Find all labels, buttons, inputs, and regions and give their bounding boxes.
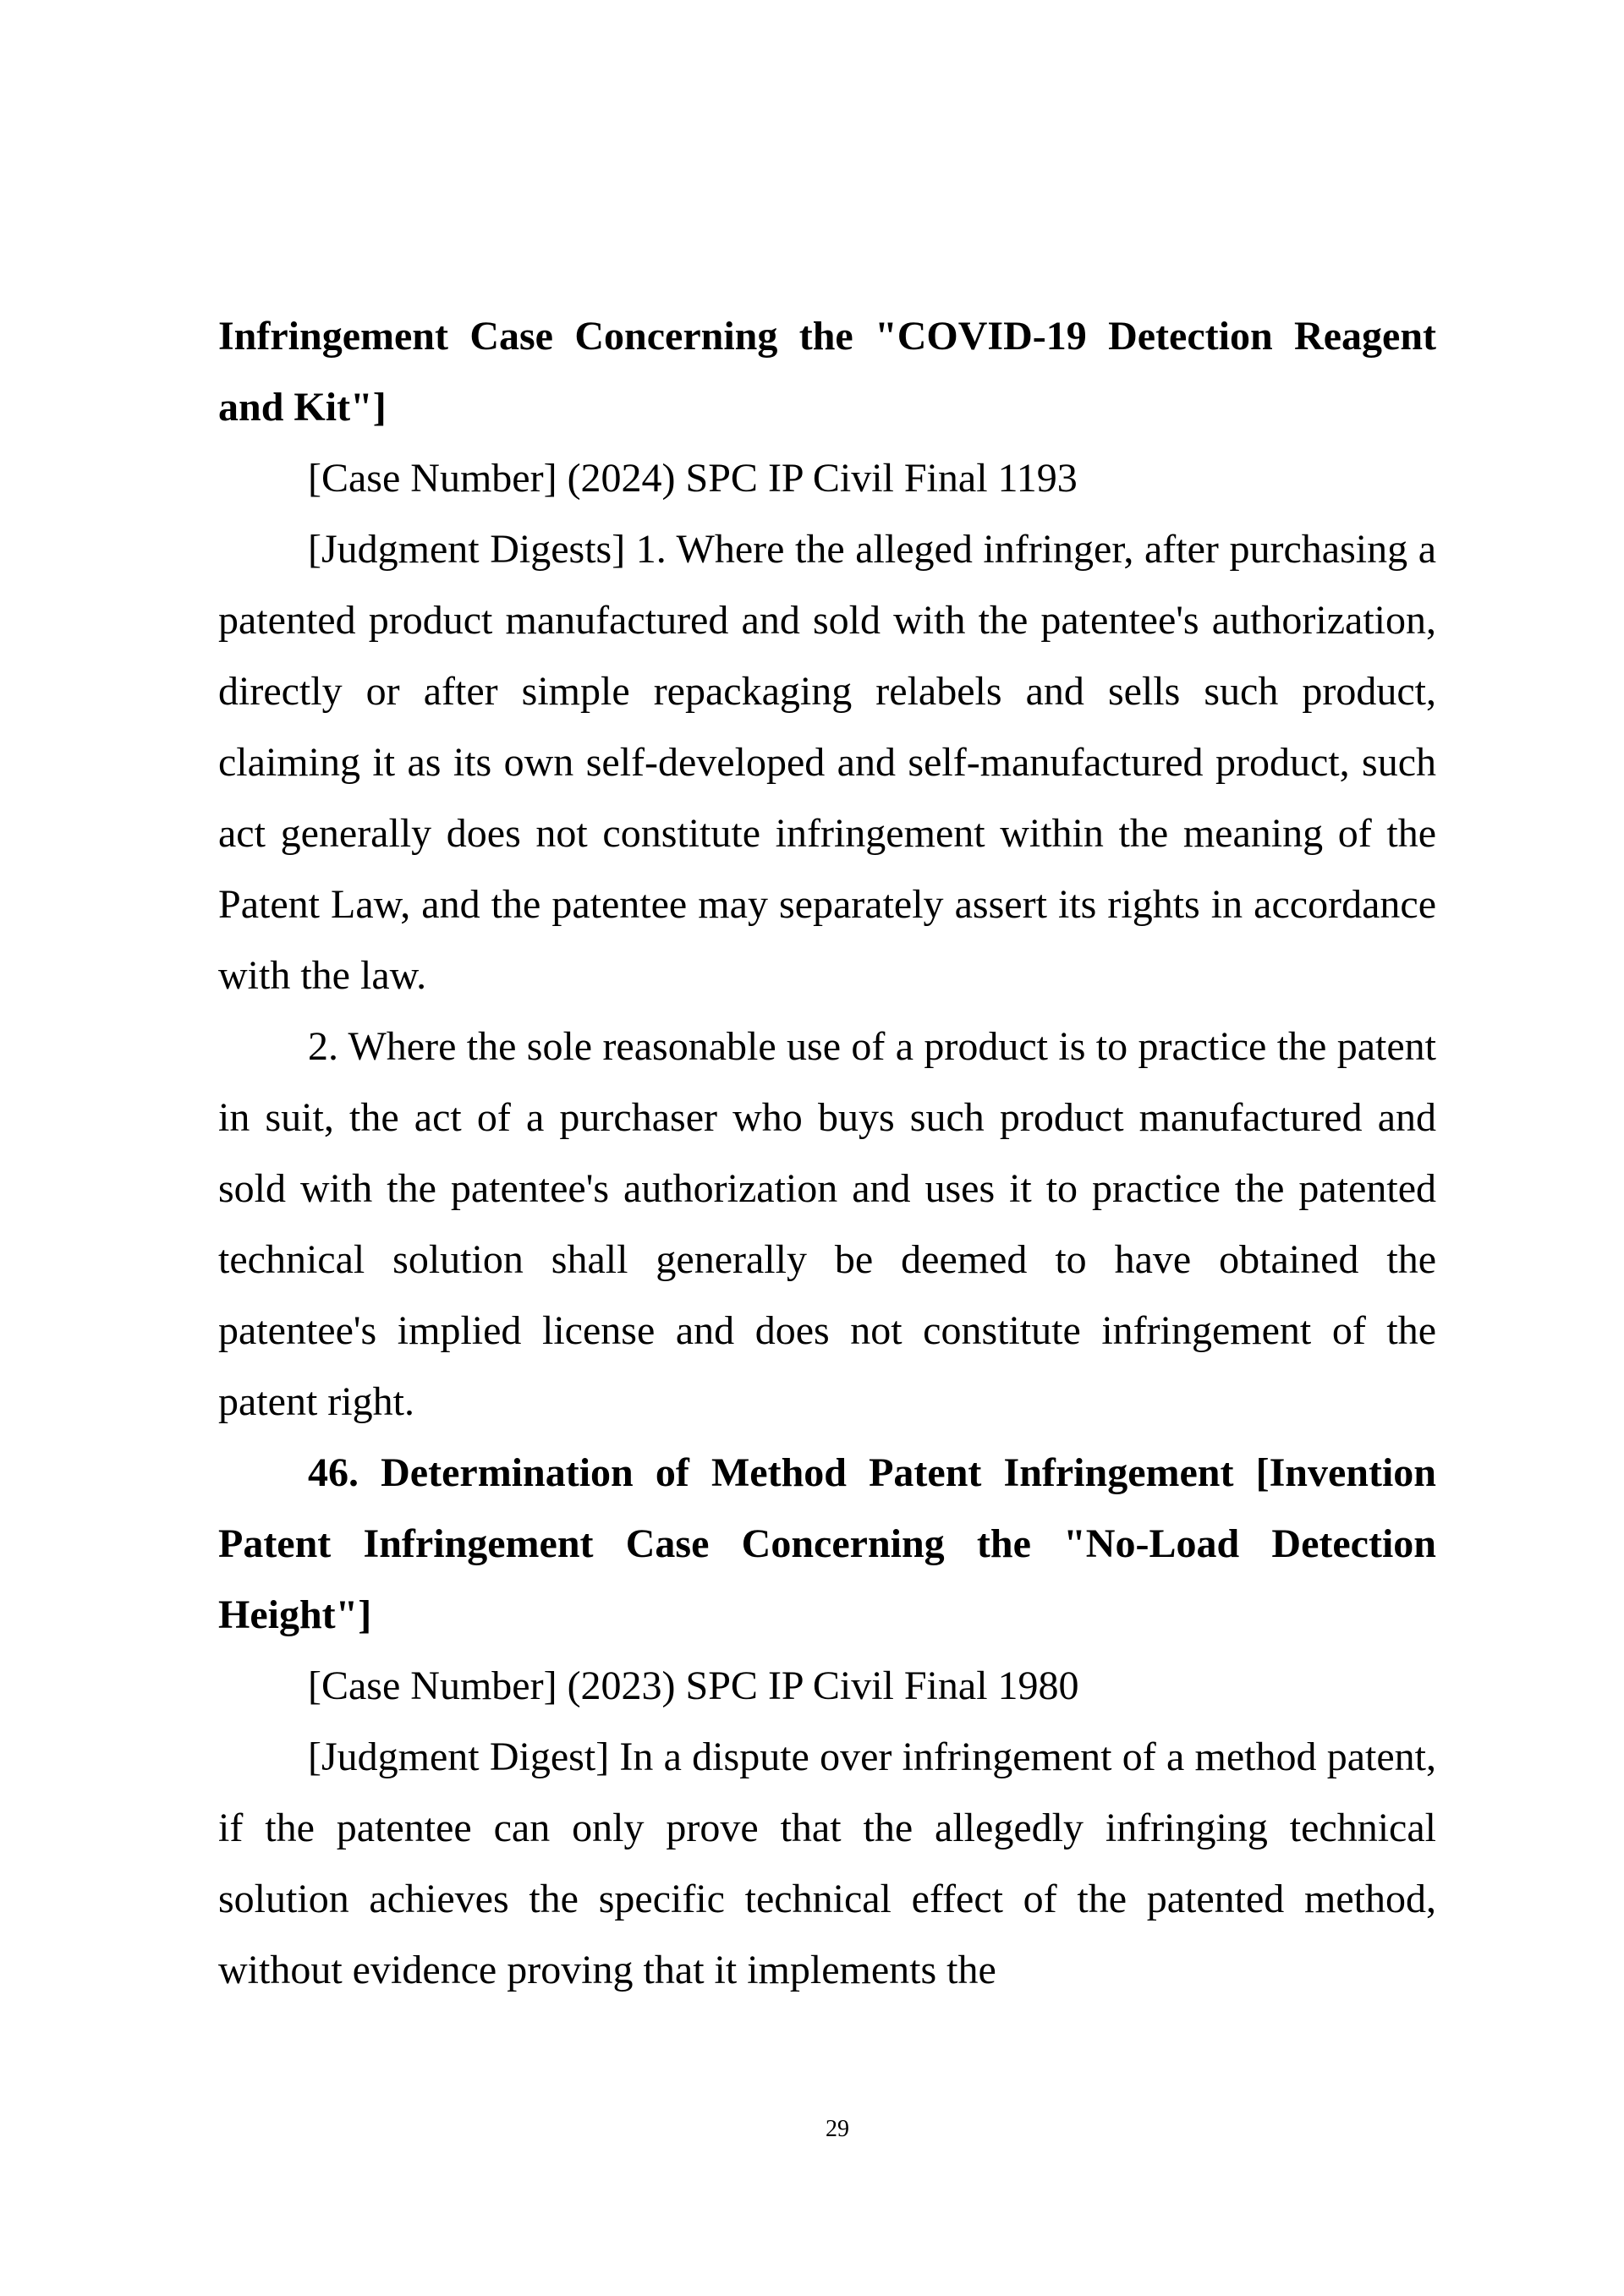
case-number-1193: [Case Number] (2024) SPC IP Civil Final 1193 xyxy=(308,456,1078,501)
page-number: 29 xyxy=(826,2116,849,2142)
case-number-1980: [Case Number] (2023) SPC IP Civil Final 1980 xyxy=(308,1663,1079,1708)
judgment-digest-point-1: [Judgment Digests] 1. Where the alleged infringer, after purchasing a patented product manufactured and sold with the patentee's authorization, directly or after simple repackaging relabels and sells such product, claiming it as its own self-developed and self-manufactured product, such act generally does not constitute infringement within the meaning of the Patent Law, and the patentee may separately assert its rights in accordance with the law. xyxy=(218,527,1436,998)
section-heading-46: 46. Determination of Method Patent Infringement [Invention Patent Infringement Case Concerning the "No-Load Detection Height"] xyxy=(218,1450,1436,1637)
page-body xyxy=(218,301,1436,2006)
judgment-digest-method-patent: [Judgment Digest] In a dispute over infringement of a method patent, if the patentee can only prove that the allegedly infringing technical solution achieves the specific technical effect of the patented method, without evidence proving that it implements the xyxy=(218,1734,1436,1992)
case-heading-continuation: Infringement Case Concerning the "COVID-19 Detection Reagent and Kit"] xyxy=(218,314,1436,430)
judgment-digest-point-2: 2. Where the sole reasonable use of a product is to practice the patent in suit, the act of a purchaser who buys such product manufactured and sold with the patentee's authorization and uses it to practice the patented technical solution shall generally be deemed to have obtained the patentee's implied license and does not constitute infringement of the patent right. xyxy=(218,1024,1436,1424)
